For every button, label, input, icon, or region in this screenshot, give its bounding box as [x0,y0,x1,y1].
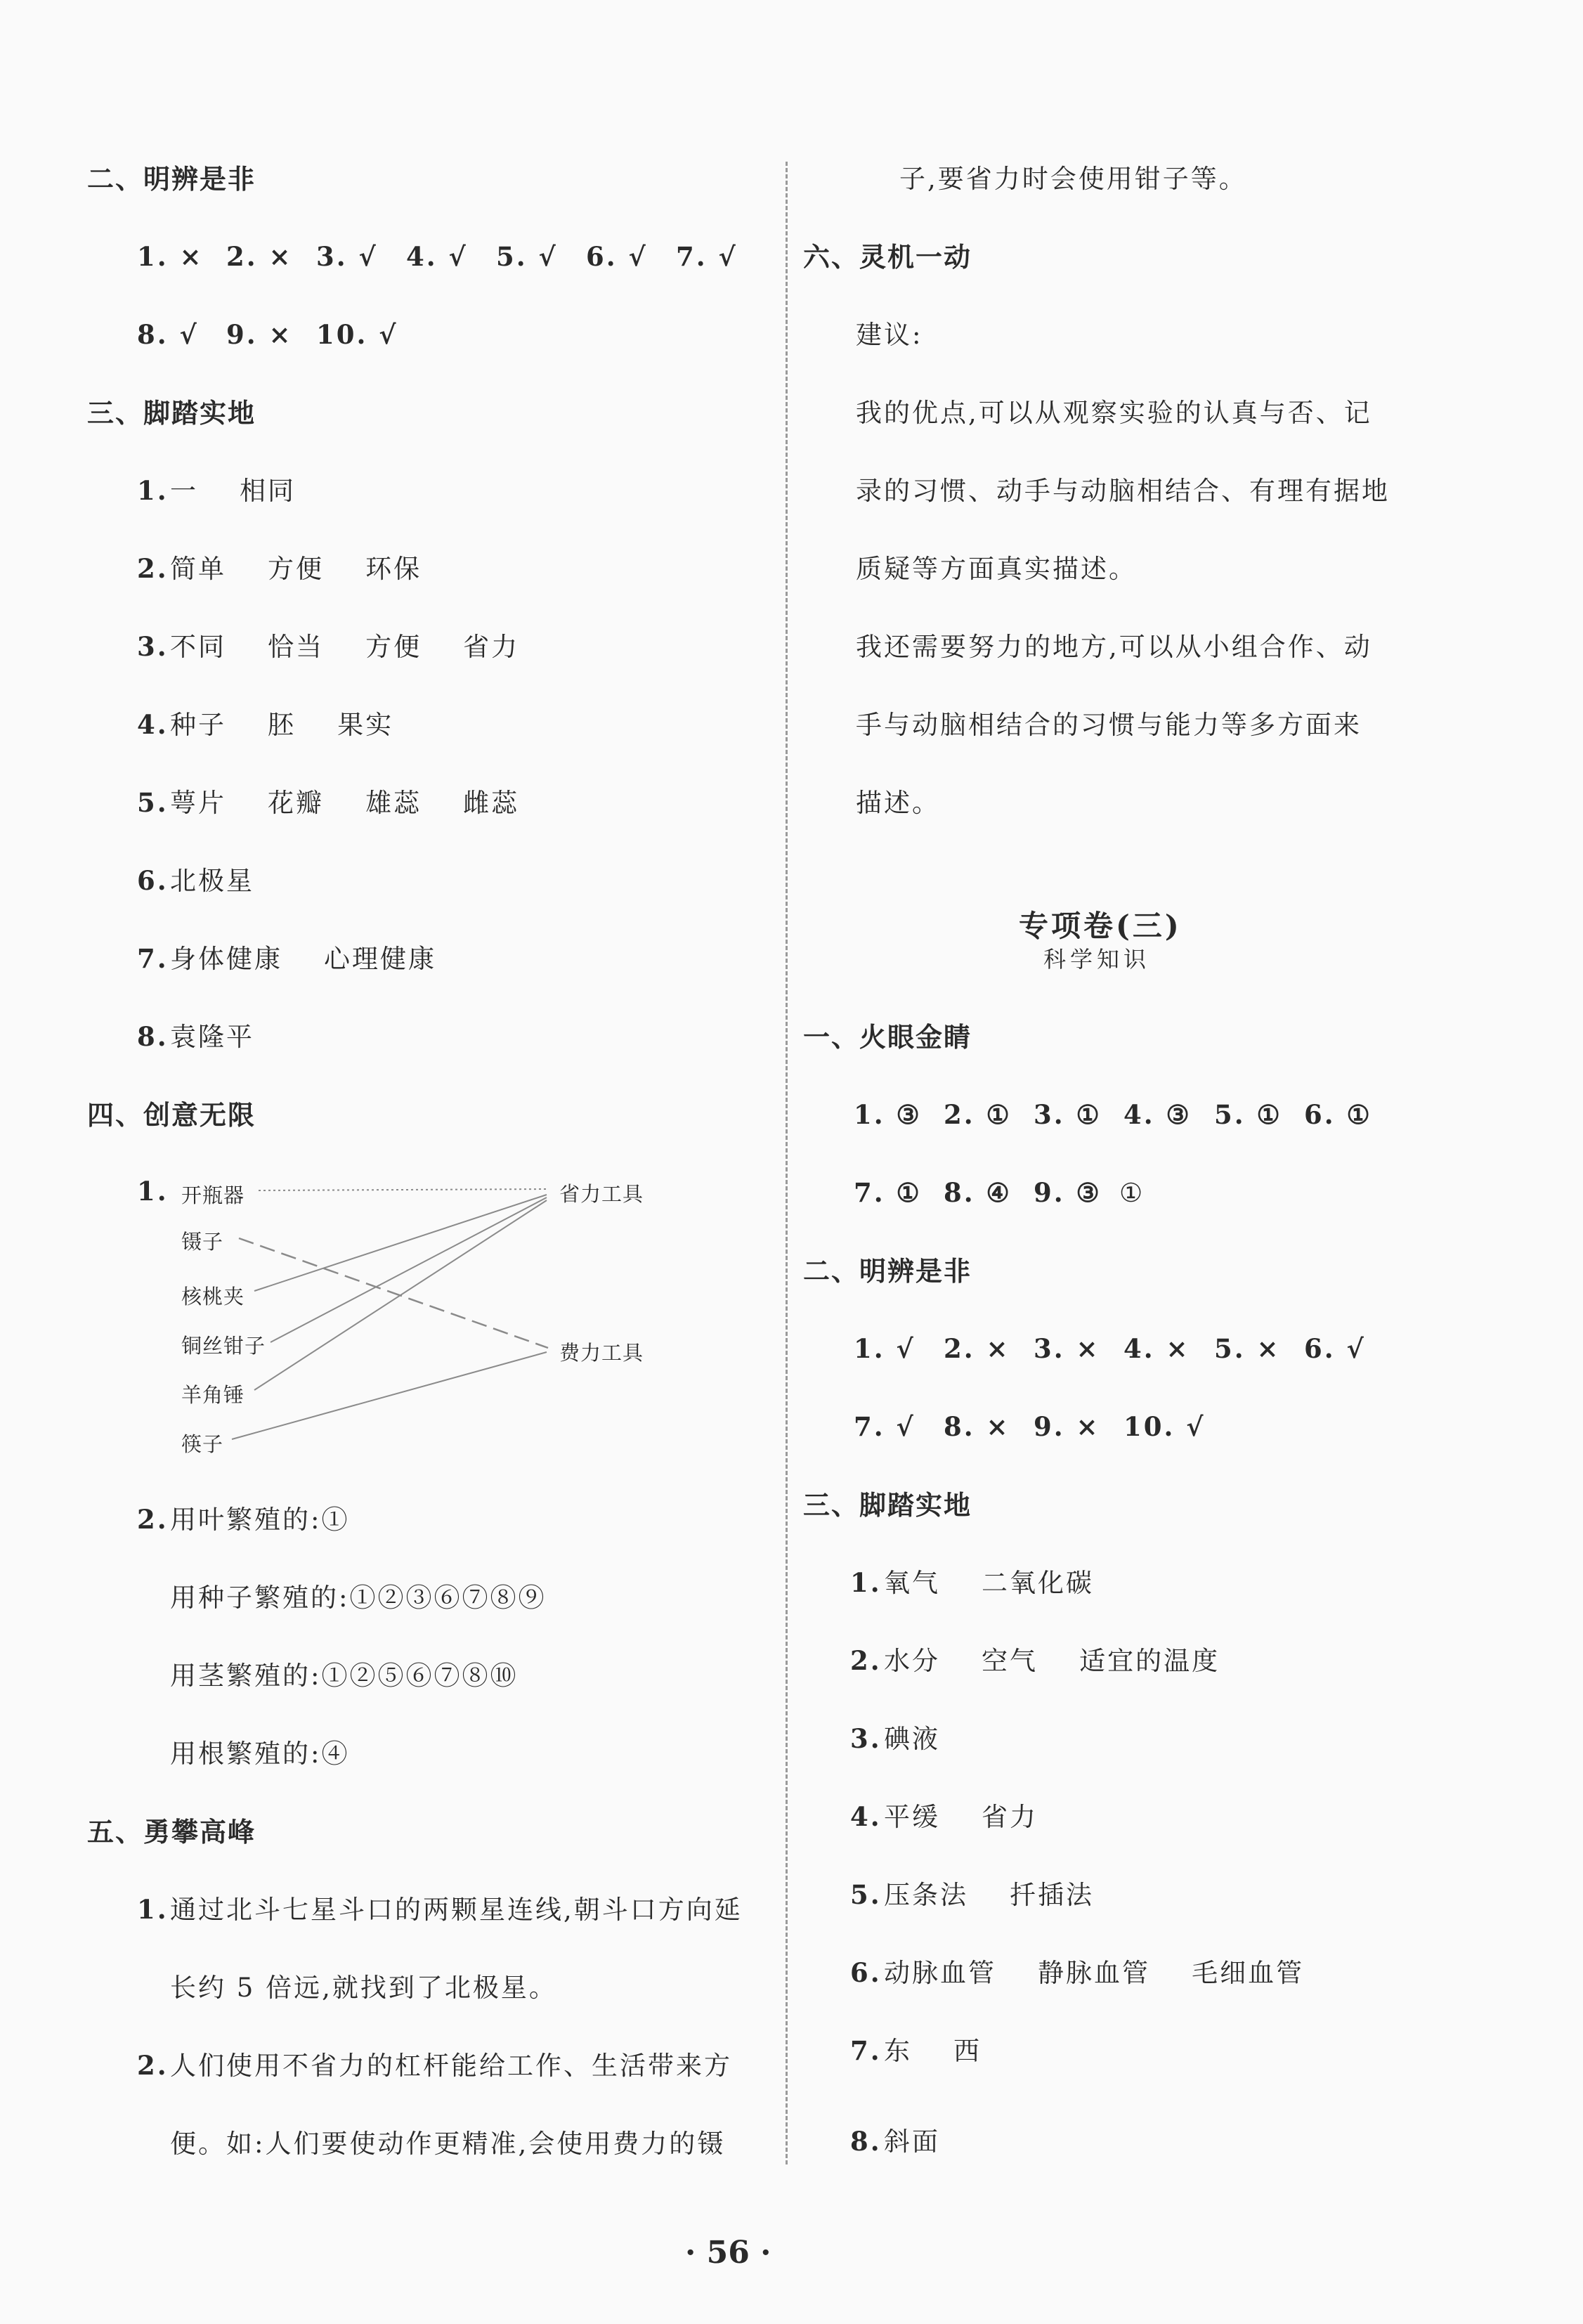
answer-item: 8. √ [137,319,199,350]
answer-item: 9. ③ [1034,1177,1102,1208]
item-number: 5. [850,1879,882,1910]
answer-item: 7. ① [854,1177,922,1208]
answer-item: 9. × [1034,1411,1100,1442]
answer-text: 简单 方便 环保 [170,554,422,584]
item-number: 7. [137,943,169,974]
answer-item: 2. ① [944,1099,1012,1130]
item-number: 2. [850,1645,882,1676]
answer-item: 4. √ [406,241,468,272]
answer-text: 东 西 [884,2036,982,2066]
tool-label: 铜丝钳子 [181,1334,266,1358]
answer-item: 10. √ [316,319,398,350]
item-number: 8. [850,2126,882,2157]
item-number: 3. [850,1723,882,1754]
answer-text: 便。如:人们要使动作更精准,会使用费力的镊 [170,2129,726,2159]
answer-text: 斜面 [884,2127,940,2157]
answer-text: 水分 空气 适宜的温度 [884,1646,1220,1676]
answer-text: 用叶繁殖的:① [170,1505,350,1535]
answer-text: 子,要省力时会使用钳子等。 [899,164,1247,194]
answer-item: ① [1119,1178,1145,1208]
item-number: 4. [850,1801,882,1832]
answer-text: 一 相同 [170,476,297,506]
answer-item: 1. × [137,241,204,272]
answer-item: 5. √ [496,241,558,272]
answer-text: 通过北斗七星斗口的两颗星连线,朝斗口方向延 [170,1895,743,1925]
category-label: 费力工具 [559,1341,644,1365]
item-number: 2. [137,553,169,584]
tool-label: 镊子 [181,1230,224,1254]
section-heading: 三、脚踏实地 [803,1489,972,1521]
answer-text: 手与动脑相结合的习惯与能力等多方面来 [856,710,1362,740]
answer-item: 4. × [1123,1333,1190,1364]
answer-text: 不同 恰当 方便 省力 [170,632,520,662]
answer-item: 1. ③ [854,1099,922,1130]
section-heading: 二、明辨是非 [87,163,256,195]
tool-label: 开瓶器 [181,1183,245,1207]
item-number: 4. [137,709,169,740]
item-number: 1. [137,1176,169,1207]
answer-item: 6. ① [1304,1099,1372,1130]
tool-label: 核桃夹 [181,1285,245,1309]
answer-text: 建议: [856,320,923,350]
page-number: · 56 · [685,2235,771,2271]
item-number: 1. [137,475,169,506]
section-heading: 六、灵机一动 [803,241,972,273]
answer-text: 用茎繁殖的:①②⑤⑥⑦⑧⑩ [170,1661,519,1691]
item-number: 3. [137,631,169,662]
answer-item: 9. × [226,319,293,350]
match-line [239,1238,548,1348]
item-number: 6. [850,1957,882,1988]
section-heading: 一、火眼金睛 [803,1021,972,1053]
answer-item: 5. ① [1214,1099,1282,1130]
item-number: 5. [137,787,169,818]
match-line [254,1195,547,1291]
section-heading: 四、创意无限 [87,1099,256,1131]
answer-item: 8. × [944,1411,1010,1442]
paper-title: 专项卷(三) [1019,909,1182,943]
tool-label: 羊角锤 [181,1383,245,1407]
answer-text: 用根繁殖的:④ [170,1739,350,1769]
answer-text: 长约 5 倍远,就找到了北极星。 [170,1973,557,2003]
tool-label: 筷子 [181,1432,224,1456]
item-number: 1. [137,1894,169,1925]
match-line [232,1352,547,1439]
answer-item: 7. √ [854,1411,916,1442]
item-number: 1. [850,1567,882,1598]
answer-item: 1. √ [854,1333,916,1364]
answer-item: 3. ① [1034,1099,1102,1130]
answer-text: 压条法 扦插法 [884,1880,1095,1910]
answer-text: 平缓 省力 [884,1802,1038,1832]
answer-text: 袁隆平 [170,1022,254,1052]
answer-item: 7. √ [676,241,738,272]
item-number: 2. [137,1504,169,1535]
answer-item: 8. ④ [944,1177,1012,1208]
category-label: 省力工具 [559,1182,644,1206]
answer-item: 4. ③ [1123,1099,1192,1130]
match-line [271,1197,547,1342]
answer-item: 6. √ [586,241,648,272]
section-heading: 五、勇攀高峰 [87,1816,256,1848]
item-number: 7. [850,2035,882,2066]
answer-item: 10. √ [1123,1411,1206,1442]
answer-text: 北极星 [170,866,254,896]
section-heading: 三、脚踏实地 [87,397,256,429]
answer-item: 5. × [1214,1333,1281,1364]
answer-text: 种子 胚 果实 [170,710,394,740]
match-line [254,1200,547,1390]
answer-text: 质疑等方面真实描述。 [856,554,1137,584]
answer-text: 身体健康 心理健康 [170,944,437,974]
answer-text: 我的优点,可以从观察实验的认真与否、记 [856,398,1372,428]
section-heading: 二、明辨是非 [803,1255,972,1287]
answer-text: 动脉血管 静脉血管 毛细血管 [884,1958,1305,1988]
answer-text: 碘液 [884,1724,940,1754]
answer-text: 描述。 [856,788,940,818]
answer-text: 用种子繁殖的:①②③⑥⑦⑧⑨ [170,1583,547,1613]
answer-item: 3. × [1034,1333,1100,1364]
answer-item: 3. √ [316,241,378,272]
item-number: 8. [137,1021,169,1052]
answer-text: 萼片 花瓣 雄蕊 雌蕊 [170,788,520,818]
answer-text: 人们使用不省力的杠杆能给工作、生活带来方 [170,2051,732,2081]
answer-text: 氧气 二氧化碳 [884,1568,1095,1598]
paper-subtitle: 科学知识 [1043,946,1151,973]
item-number: 6. [137,865,169,896]
answer-text: 录的习惯、动手与动脑相结合、有理有据地 [856,476,1390,506]
answer-item: 2. × [944,1333,1010,1364]
answer-item: 6. √ [1304,1333,1366,1364]
answer-item: 2. × [226,241,293,272]
match-line [259,1189,547,1190]
answer-text: 我还需要努力的地方,可以从小组合作、动 [856,632,1372,662]
item-number: 2. [137,2050,169,2081]
